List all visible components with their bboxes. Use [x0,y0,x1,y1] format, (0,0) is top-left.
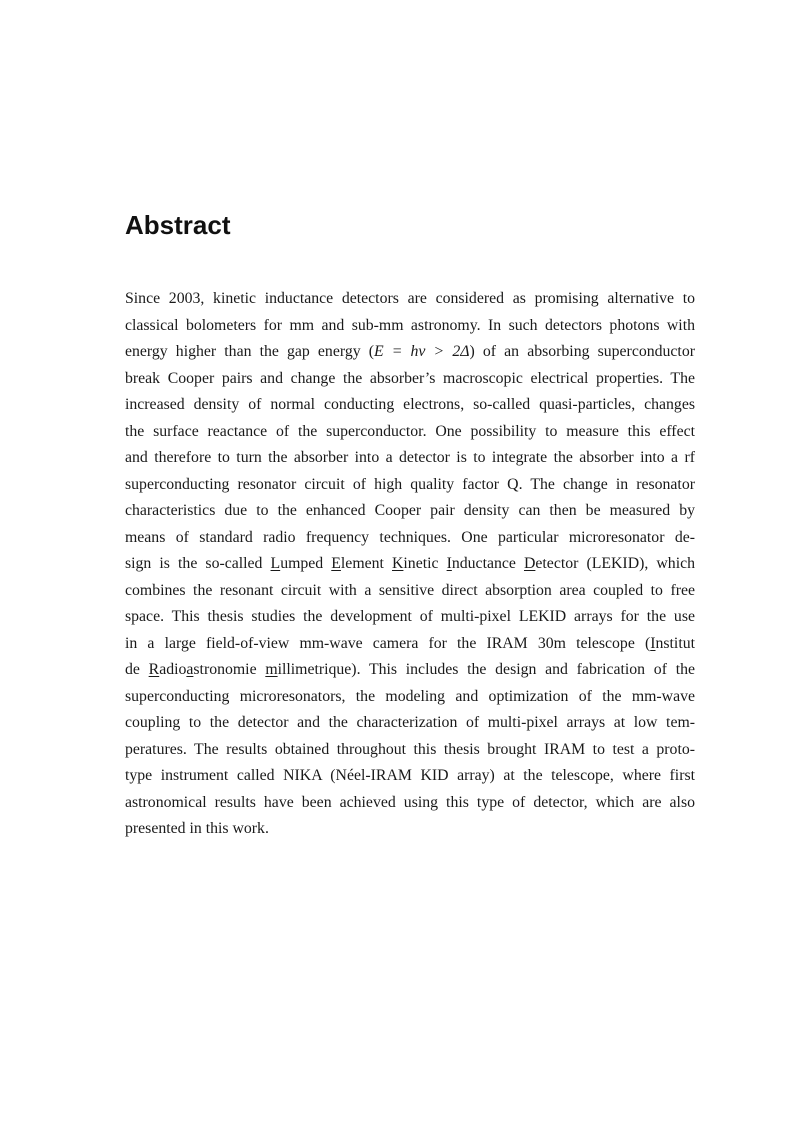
gap-energy-formula: E = hν > 2Δ [374,343,470,360]
paragraph-line: coupling to the detector and the characterization of multi-pixel arrays at low tem- [125,714,695,731]
paragraph-line: break Cooper pairs and change the absorber’s macroscopic electrical properties. The [125,369,695,387]
paragraph-line: peratures. The results obtained throughout this thesis brought IRAM to test a proto- [125,740,695,758]
abstract-paragraph [125,286,695,843]
paragraph-line: combines the resonant circuit with a sensitive direct absorption area coupled to free [125,581,695,599]
paragraph-line: and therefore to turn the absorber into a detector is to integrate the absorber into a rf [125,449,695,466]
paragraph-line: presented in this work. [125,820,269,837]
paragraph-line: space. This thesis studies the development of multi-pixel LEKID arrays for the use [125,608,695,625]
abstract-heading: Abstract [125,210,231,240]
paragraph-line: astronomical results have been achieved using this type of detector, which are also [125,793,695,811]
paragraph-line: de Radioastronomie millimetrique). This includes the design and fabrication of the [125,661,695,678]
paragraph-line: increased density of normal conducting electrons, so-called quasi-particles, changes [125,396,695,413]
paragraph-line: type instrument called NIKA (Néel-IRAM KID array) at the telescope, where first [125,767,695,784]
paragraph-line: sign is the so-called Lumped Element Kinetic Inductance Detector (LEKID), which [125,555,695,572]
paragraph-line: Since 2003, kinetic inductance detectors are considered as promising alternative to [125,290,695,307]
paragraph-line: the surface reactance of the superconductor. One possibility to measure this effect [125,422,695,440]
paragraph-line: superconducting microresonators, the modeling and optimization of the mm-wave [125,687,695,705]
paragraph-line: characteristics due to the enhanced Cooper pair density can then be measured by [125,502,695,519]
paragraph-line: classical bolometers for mm and sub-mm astronomy. In such detectors photons with [125,316,695,334]
paragraph-line: superconducting resonator circuit of high quality factor Q. The change in resonator [125,475,695,493]
paragraph-line-formula: energy higher than the gap energy (E = hν > 2Δ) of an absorbing superconductor [125,343,695,360]
paragraph-line: in a large field-of-view mm-wave camera for the IRAM 30m telescope (Institut [125,634,695,652]
paragraph-line: means of standard radio frequency techniques. One particular microresonator de- [125,528,695,546]
